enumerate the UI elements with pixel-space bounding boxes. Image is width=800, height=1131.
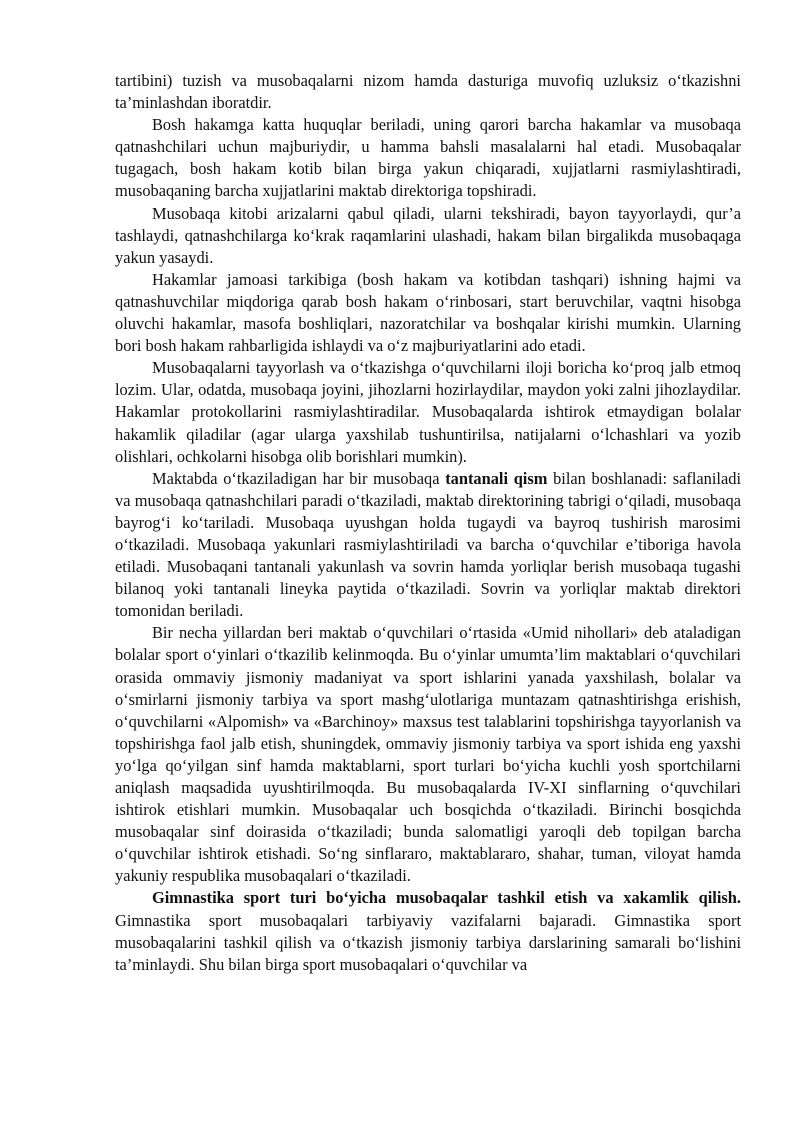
paragraph-6-bold-term: tantanali qism (445, 468, 548, 488)
paragraph-2 (115, 114, 741, 202)
paragraph-6-text-end: bilan boshlanadi: saflaniladi va musobaqa qatnashchilari paradi o‘tkaziladi, maktab direktorining tabrigi o‘qiladi, musobaqa bayrog‘i ko‘tariladi. Musobaqa uyushgan holda tugaydi va bayroq tushirish marosimi o‘tkaziladi. Musobaqa yakunlari rasmiylashtiriladi va barcha o‘quvchilar e’tiboriga havola etiladi. Musobaqani tantanali yakunlash va sovrin hamda yorliqlar berish musobaqa tugashi bilanoq yoki tantanali lineyka paytida o‘tkaziladi. Sovrin va yorliqlar maktab direktori tomonidan beriladi. (115, 468, 741, 621)
paragraph-3-text: Musobaqa kitobi arizalarni qabul qiladi, ularni tekshiradi, bayon tayyorlaydi, qur’a tashlaydi, qatnashchilarga ko‘krak raqamlarini ulashadi, hakam bilan birgalikda musobaqaga yakun yasaydi. (115, 203, 741, 267)
document-page (115, 70, 741, 976)
paragraph-8 (115, 887, 741, 975)
paragraph-1-text: tartibini) tuzish va musobaqalarni nizom hamda dasturiga muvofiq uzluksiz o‘tkazishni ta’minlashdan iboratdir. (115, 71, 741, 113)
paragraph-6-text-start: Maktabda o‘tkaziladigan har bir musobaqa (152, 468, 446, 488)
paragraph-5-text: Musobaqalarni tayyorlash va o‘tkazishga o‘quvchilarni iloji boricha ko‘proq jalb etmoq lozim. Ular, odatda, musobaqa joyini, jihozlarni hozirlaydilar, maydon yoki zalni jihozlaydilar. Hakamlar protokollarini rasmiylashtiradilar. Musobaqalarda ishtirok etmaydigan bolalar hakamlik qiladilar (agar ularga yaxshilab tushuntirilsa, natijalarni o‘lchashlari va yozib olishlari, ochkolarni hisobga olib borishlari mumkin). (115, 358, 741, 466)
paragraph-8-text: Gimnastika sport musobaqalari tarbiyaviy vazifalarni bajaradi. Gimnastika sport musobaqalarini tashkil qilish va o‘tkazish jismoniy tarbiya darslarining samarali bo‘lishini ta’minlaydi. Shu bilan birga sport musobaqalari o‘quvchilar va (115, 910, 741, 974)
paragraph-5 (115, 357, 741, 467)
paragraph-6 (115, 468, 741, 623)
paragraph-2-text: Bosh hakamga katta huquqlar beriladi, uning qarori barcha hakamlar va musobaqa qatnashchilari uchun majburiydir, u hamma bahsli masalalarni hal etadi. Musobaqalar tugagach, bosh hakam kotib bilan birga yakun chiqaradi, xujjatlarni rasmiylashtiradi, musobaqaning barcha xujjatlarini maktab direktoriga topshiradi. (115, 115, 741, 201)
section-heading: Gimnastika sport turi bo‘yicha musobaqalar tashkil etish va xakamlik qilish. (152, 888, 741, 908)
paragraph-4-text: Hakamlar jamoasi tarkibiga (bosh hakam va kotibdan tashqari) ishning hajmi va qatnashuvchilar miqdoriga qarab bosh hakam o‘rinbosari, start beruvchilar, vaqtni hisobga oluvchi hakamlar, masofa boshliqlari, nazoratchilar va boshqalar kirishi mumkin. Ularning bori bosh hakam rahbarligida ishlaydi va o‘z majburiyatlarini ado etadi. (115, 269, 741, 356)
paragraph-7 (115, 622, 741, 887)
paragraph-4 (115, 269, 741, 357)
paragraph-3 (115, 203, 741, 269)
paragraph-7-text: Bir necha yillardan beri maktab o‘quvchilari o‘rtasida «Umid nihollari» deb ataladigan bolalar sport o‘yinlari o‘tkazilib kelinmoqda. Bu o‘yinlar umumta’lim maktablari o‘quvchilari orasida ommaviy jismoniy madaniyat va sport ishlarini yanada yaxshilash, bolalar va o‘smirlarni jismoniy tarbiya va sport mashg‘ulotlariga muntazam qatnashtirishga erishish, o‘quvchilarni «Alpomish» va «Barchinoy» maxsus test talablarini topshirishga tayyorlanish va topshirishga faol jalb etish, shuningdek, ommaviy jismoniy tarbiya va sport ishida eng yaxshi yo‘lga qo‘yilgan sinf hamda maktablarni, sport turlari bo‘yicha kuchli yosh sportchilarni aniqlash maqsadida uyushtirilmoqda. Bu musobaqalarda IV-XI sinflarning o‘quvchilari ishtirok etishlari mumkin. Musobaqalar uch bosqichda o‘tkaziladi. Birinchi bosqichda musobaqalar sinf doirasida o‘tkaziladi; bunda salomatligi yaroqli deb topilgan barcha o‘quvchilar ishtirok etishadi. So‘ng sinflararo, maktablararo, shahar, tuman, viloyat hamda yakuniy respublika musobaqalari o‘tkaziladi. (115, 623, 741, 886)
paragraph-1 (115, 70, 741, 114)
